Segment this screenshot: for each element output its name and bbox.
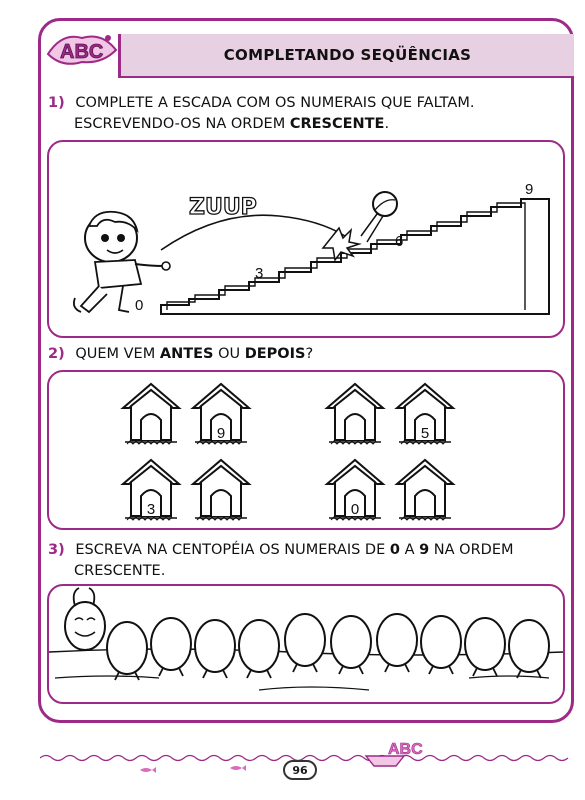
question-3-part-d: CRESCENTE. — [74, 563, 166, 579]
question-3-part-c: NA ORDEM — [433, 542, 514, 558]
fish-icon — [140, 767, 156, 773]
ball-icon — [361, 192, 397, 242]
doghouse-blank — [123, 384, 179, 444]
stair-label-0: 0 — [135, 297, 144, 314]
segment-4 — [285, 614, 325, 672]
segment-1 — [151, 618, 191, 676]
fish-icon — [230, 765, 246, 771]
abc-logo-icon — [42, 24, 122, 76]
sound-effect-text: ZUUP — [189, 195, 257, 220]
title-banner — [118, 34, 574, 78]
question-2-text — [48, 344, 313, 365]
centipede-segments — [107, 614, 549, 680]
segment-2 — [195, 620, 235, 678]
stair-label-3: 3 — [255, 265, 264, 282]
segment-6 — [377, 614, 417, 672]
doghouse-box — [47, 370, 565, 530]
segment-0 — [107, 622, 147, 680]
question-number: 1) — [48, 95, 65, 111]
doghouse-number: 0 — [350, 501, 360, 518]
doghouse-number: 3 — [146, 501, 156, 518]
question-1-line-b: ESCREVENDO-OS NA ORDEM — [74, 116, 286, 132]
segment-9 — [509, 620, 549, 678]
question-2-part-b: OU — [218, 346, 241, 362]
footer-logo-text: ABC — [388, 741, 423, 758]
question-3-from: 0 — [389, 542, 400, 558]
segment-3 — [239, 620, 279, 678]
logo-text: ABC — [60, 41, 104, 63]
centipede-box — [47, 584, 565, 704]
question-2-emphasis-b: DEPOIS — [244, 346, 306, 362]
question-1-tail: . — [384, 116, 390, 132]
boy-character-icon — [74, 212, 170, 312]
doghouse-blank — [193, 460, 249, 520]
question-3-to: 9 — [419, 542, 430, 558]
question-3-part-a: ESCREVA NA CENTOPÉIA OS NUMERAIS DE — [75, 542, 386, 558]
segment-7 — [421, 616, 461, 674]
question-number: 3) — [48, 542, 65, 558]
staircase-box — [47, 140, 565, 338]
question-3-part-b: A — [404, 542, 415, 558]
page-title: COMPLETANDO SEQÜÊNCIAS — [223, 46, 472, 64]
segment-5 — [331, 616, 371, 674]
centipede-illustration — [49, 586, 563, 702]
stair-label-6: 6 — [395, 233, 404, 250]
question-2-part-a: QUEM VEM — [75, 346, 156, 362]
question-1-emphasis: CRESCENTE — [289, 116, 385, 132]
doghouse-number: 5 — [420, 425, 430, 442]
question-3-text — [48, 540, 568, 582]
doghouse-blank — [327, 384, 383, 444]
stair-label-9: 9 — [525, 181, 534, 198]
question-2-emphasis-a: ANTES — [159, 346, 214, 362]
staircase-illustration — [49, 142, 563, 336]
question-1-line-a: COMPLETE A ESCADA COM OS NUMERAIS QUE FALTAM. — [75, 95, 475, 111]
question-1-text — [48, 93, 474, 135]
boat-logo-icon — [366, 741, 423, 766]
question-number: 2) — [48, 346, 65, 362]
doghouse-number: 9 — [216, 425, 226, 442]
centipede-head-icon — [65, 602, 105, 650]
segment-8 — [465, 618, 505, 676]
question-2-tail: ? — [305, 346, 314, 362]
doghouse-blank — [397, 460, 453, 520]
page-number: 96 — [283, 760, 317, 780]
